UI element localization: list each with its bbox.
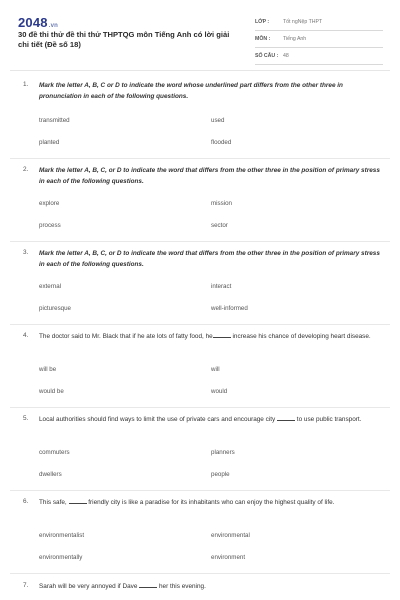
logo-suffix: .vn	[48, 23, 59, 29]
option-d[interactable]: environment	[211, 554, 246, 561]
option-d[interactable]: flooded	[211, 139, 232, 146]
question-divider	[10, 241, 390, 242]
question-text: Mark the letter A, B, C or D to indicate the word whose underlined part differs from the other three in pronunciation in each of the following questions.	[39, 82, 343, 100]
question-text-after: increase his chance of developing heart disease.	[232, 333, 371, 340]
meta-value: Tiếng Anh	[283, 36, 307, 42]
question-number: 6.	[23, 498, 29, 505]
option-c[interactable]: would be	[39, 388, 64, 395]
site-logo[interactable]	[18, 15, 58, 30]
question-number: 3.	[23, 249, 29, 256]
question-divider	[10, 407, 390, 408]
meta-row-subject	[255, 31, 383, 48]
question-text	[39, 331, 384, 342]
option-b[interactable]: used	[211, 117, 225, 124]
question-text	[39, 581, 384, 592]
option-d[interactable]: sector	[211, 222, 228, 229]
document-header	[0, 0, 400, 70]
meta-row-question-count	[255, 48, 383, 65]
option-c[interactable]: picturesque	[39, 305, 71, 312]
document-meta	[255, 14, 383, 65]
question-text	[39, 414, 384, 425]
option-b[interactable]: environmental	[211, 532, 250, 539]
option-c[interactable]: planted	[39, 139, 60, 146]
question-text-after: her this evening.	[158, 583, 206, 590]
meta-value: Tốt ngNệp THPT	[283, 19, 323, 25]
option-d[interactable]: well-informed	[211, 305, 248, 312]
question-number: 4.	[23, 332, 29, 339]
question-text-before: This safe,	[39, 499, 67, 506]
option-d[interactable]: people	[211, 471, 230, 478]
option-b[interactable]: planners	[211, 449, 235, 456]
question-text: Mark the letter A, B, C, or D to indicate the word that differs from the other three in the position of primary stress in each of the following questions.	[39, 167, 380, 185]
answer-blank	[213, 332, 231, 338]
option-b[interactable]: will	[211, 366, 220, 373]
option-c[interactable]: environmentally	[39, 554, 83, 561]
question-divider	[10, 490, 390, 491]
meta-value: 48	[283, 53, 289, 59]
meta-label: LỚP :	[255, 19, 270, 25]
option-d[interactable]: would	[211, 388, 228, 395]
meta-label: MÔN :	[255, 36, 271, 42]
answer-blank	[139, 582, 157, 588]
question-text	[39, 497, 384, 508]
question-text: Mark the letter A, B, C, or D to indicate the word that differs from the other three in the position of primary stress in each of the following questions.	[39, 250, 380, 268]
answer-blank	[277, 415, 295, 421]
option-a[interactable]: will be	[39, 366, 57, 373]
meta-label: SỐ CÂU :	[255, 53, 279, 59]
option-a[interactable]: transmitted	[39, 117, 70, 124]
question-text-before: Local authorities should find ways to limit the use of private cars and encourage city	[39, 416, 276, 423]
option-b[interactable]: mission	[211, 200, 232, 207]
question-text-before: The doctor said to Mr. Black that if he ate lots of fatty food, he	[39, 333, 213, 340]
question-divider	[10, 324, 390, 325]
question-number: 7.	[23, 582, 29, 589]
option-a[interactable]: external	[39, 283, 62, 290]
option-a[interactable]: explore	[39, 200, 60, 207]
question-number: 2.	[23, 166, 29, 173]
question-text-after: friendly city is like a paradise for its inhabitants who can enjoy the highest quality of life.	[88, 499, 335, 506]
option-a[interactable]: environmentalist	[39, 532, 85, 539]
document-title: 30 đề thi thử đề thi thử THPTQG môn Tiếng Anh có lời giải chi tiết (Đề số 18)	[18, 30, 230, 49]
option-a[interactable]: commuters	[39, 449, 70, 456]
option-b[interactable]: interact	[211, 283, 232, 290]
logo-text: 2048	[18, 15, 48, 30]
question-divider	[10, 158, 390, 159]
option-c[interactable]: dwellers	[39, 471, 62, 478]
question-number: 1.	[23, 81, 29, 88]
question-text-before: Sarah will be very annoyed if Dave	[39, 583, 138, 590]
question-number: 5.	[23, 415, 29, 422]
answer-blank	[69, 498, 87, 504]
option-c[interactable]: process	[39, 222, 61, 229]
header-divider	[10, 70, 390, 71]
question-text-after: to use public transport.	[296, 416, 362, 423]
meta-row-class	[255, 14, 383, 31]
question-divider	[10, 573, 390, 574]
